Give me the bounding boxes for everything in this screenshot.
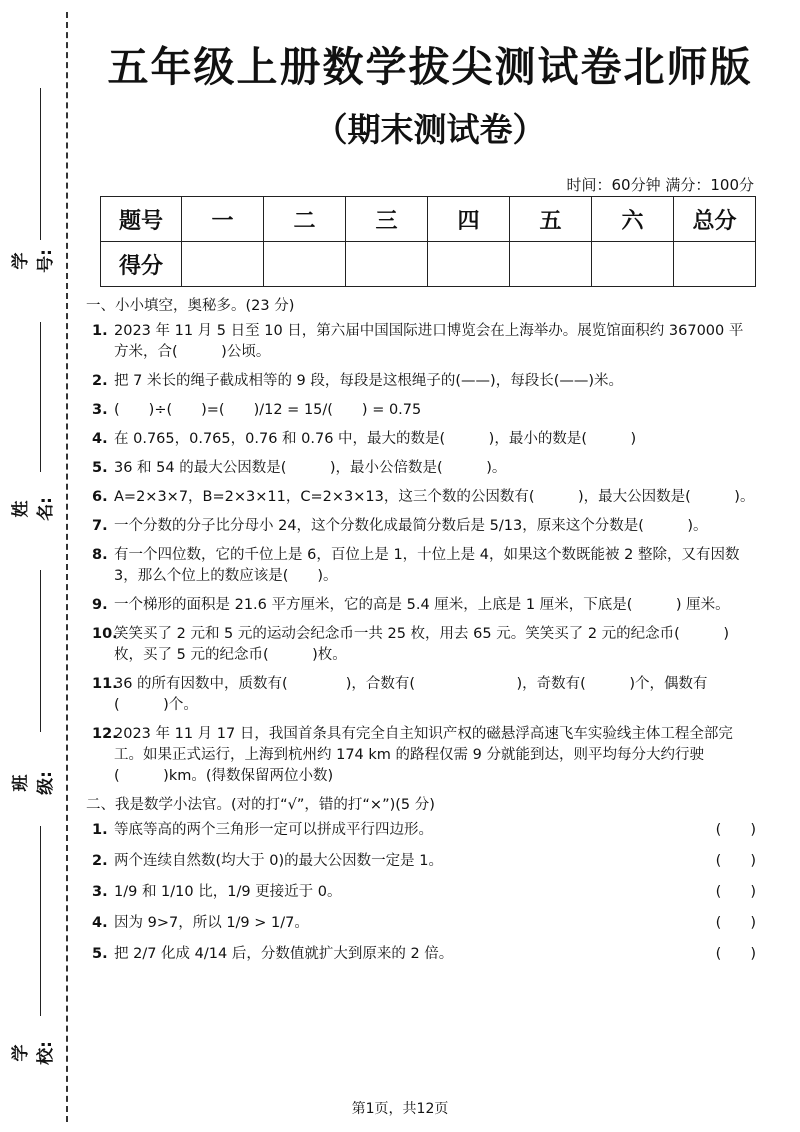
score-value-row — [101, 242, 756, 287]
page-subtitle: （期末测试卷） — [314, 110, 546, 149]
score-header-cell: 三 — [346, 197, 428, 242]
question-text: A=2×3×7，B=2×3×11，C=2×3×13，这三个数的公因数有( )，最大公因数是( )。 — [114, 489, 755, 505]
score-header-cell: 总分 — [674, 197, 756, 242]
question-number: 4. — [92, 915, 108, 931]
question-text: ( )÷( )=( )/12 = 15/( ) = 0.75 — [114, 402, 422, 418]
school-label: 学校: — [11, 1041, 56, 1065]
score-header-cell: 一 — [182, 197, 264, 242]
question-text: 1/9 和 1/10 比，1/9 更接近于 0。 — [114, 884, 342, 900]
question-text: 一个分数的分子比分母小 24，这个分数化成最简分数后是 5/13，原来这个分数是( )。 — [114, 518, 708, 534]
question-number: 3. — [92, 402, 108, 418]
question-text: 把 2/7 化成 4/14 后，分数值就扩大到原来的 2 倍。 — [114, 946, 454, 962]
question-number: 4. — [92, 431, 108, 447]
score-header-cell: 四 — [428, 197, 510, 242]
student-no-label: 学号: — [11, 249, 56, 273]
binding-strip — [0, 0, 78, 1132]
class-line — [40, 570, 41, 732]
score-cell[interactable] — [428, 242, 510, 287]
question-number: 2. — [92, 853, 108, 869]
score-table — [100, 196, 756, 287]
question-text: 等底等高的两个三角形一定可以拼成平行四边形。 — [114, 822, 433, 838]
question-text: 36 和 54 的最大公因数是( )，最小公倍数是( )。 — [114, 460, 507, 476]
question-number: 1. — [92, 822, 108, 838]
judge-item — [90, 851, 756, 872]
name-label: 姓名: — [11, 497, 56, 521]
score-row-label: 得分 — [101, 242, 182, 287]
question-item — [90, 400, 756, 421]
student-no-line — [40, 88, 41, 240]
question-text: 把 7 米长的绳子截成相等的 9 段，每段是这根绳子的(——)，每段长(——)米。 — [114, 373, 624, 389]
question-item — [90, 516, 756, 537]
answer-paren[interactable]: ( ) — [715, 946, 756, 962]
score-header-cell: 题号 — [101, 197, 182, 242]
question-text: 在 0.765，0.765，0.76 和 0.76 中，最大的数是( )，最小的数是( ) — [114, 431, 637, 447]
question-item — [90, 624, 756, 666]
score-header-cell: 六 — [592, 197, 674, 242]
question-item — [90, 545, 756, 587]
question-number: 7. — [92, 518, 108, 534]
exam-content — [86, 296, 756, 975]
question-number: 2. — [92, 373, 108, 389]
question-number: 5. — [92, 460, 108, 476]
question-number: 1. — [92, 323, 108, 339]
score-cell[interactable] — [592, 242, 674, 287]
score-header-cell: 二 — [264, 197, 346, 242]
score-cell[interactable] — [510, 242, 592, 287]
question-item — [90, 371, 756, 392]
question-item — [90, 458, 756, 479]
score-header-row — [101, 197, 756, 242]
question-text: 一个梯形的面积是 21.6 平方厘米，它的高是 5.4 厘米，上底是 1 厘米，下底是( ) 厘米。 — [114, 597, 730, 613]
score-cell[interactable] — [264, 242, 346, 287]
score-cell[interactable] — [346, 242, 428, 287]
question-number: 3. — [92, 884, 108, 900]
question-number: 9. — [92, 597, 108, 613]
question-text: 笑笑买了 2 元和 5 元的运动会纪念币一共 25 枚，用去 65 元。笑笑买了 2 元的纪念币( )枚，买了 5 元的纪念币( )枚。 — [114, 626, 729, 663]
question-item — [90, 674, 756, 716]
section-1-heading: 一、小小填空，奥秘多。(23 分) — [86, 298, 295, 314]
section-2-heading: 二、我是数学小法官。(对的打“√”，错的打“×”)(5 分) — [86, 797, 435, 813]
school-line — [40, 826, 41, 1016]
name-line — [40, 322, 41, 472]
question-text: 2023 年 11 月 5 日至 10 日，第六届中国国际进口博览会在上海举办。展览馆面积约 367000 平方米，合( )公顷。 — [114, 323, 744, 360]
answer-paren[interactable]: ( ) — [715, 822, 756, 838]
question-item — [90, 321, 756, 363]
score-cell[interactable] — [674, 242, 756, 287]
score-cell[interactable] — [182, 242, 264, 287]
exam-meta: 时间：60分钟 满分：100分 — [566, 176, 754, 194]
answer-paren[interactable]: ( ) — [715, 853, 756, 869]
question-text: 因为 9>7，所以 1/9 > 1/7。 — [114, 915, 309, 931]
page-footer: 第1页，共12页 — [351, 1101, 449, 1117]
question-number: 6. — [92, 489, 108, 505]
question-number: 5. — [92, 946, 108, 962]
question-text: 有一个四位数，它的千位上是 6，百位上是 1，十位上是 4，如果这个数既能被 2 整除，又有因数 3，那么个位上的数应该是( )。 — [114, 547, 740, 584]
page-title: 五年级上册数学拔尖测试卷北师版 — [107, 43, 753, 91]
question-item — [90, 429, 756, 450]
cut-line — [66, 12, 68, 1122]
answer-paren[interactable]: ( ) — [715, 884, 756, 900]
judge-item — [90, 882, 756, 903]
question-number: 11. — [92, 676, 118, 692]
judge-item — [90, 944, 756, 965]
answer-paren[interactable]: ( ) — [715, 915, 756, 931]
question-text: 两个连续自然数(均大于 0)的最大公因数一定是 1。 — [114, 853, 443, 869]
question-text: 36 的所有因数中，质数有( )，合数有( )，奇数有( )个，偶数有( )个。 — [114, 676, 708, 713]
question-number: 12. — [92, 726, 118, 742]
class-label: 班级: — [11, 771, 56, 795]
question-text: 2023 年 11 月 17 日，我国首条具有完全自主知识产权的磁悬浮高速飞车实验线主体工程全部完工。如果正式运行，上海到杭州约 174 km 的路程仅需 9 分就能到达，则平均每分大约行驶( )km。(得数保留两位小数) — [114, 726, 733, 784]
judge-item — [90, 913, 756, 934]
question-item — [90, 595, 756, 616]
question-number: 8. — [92, 547, 108, 563]
question-item — [90, 724, 756, 787]
score-header-cell: 五 — [510, 197, 592, 242]
judge-item — [90, 820, 756, 841]
question-number: 10. — [92, 626, 118, 642]
question-item — [90, 487, 756, 508]
